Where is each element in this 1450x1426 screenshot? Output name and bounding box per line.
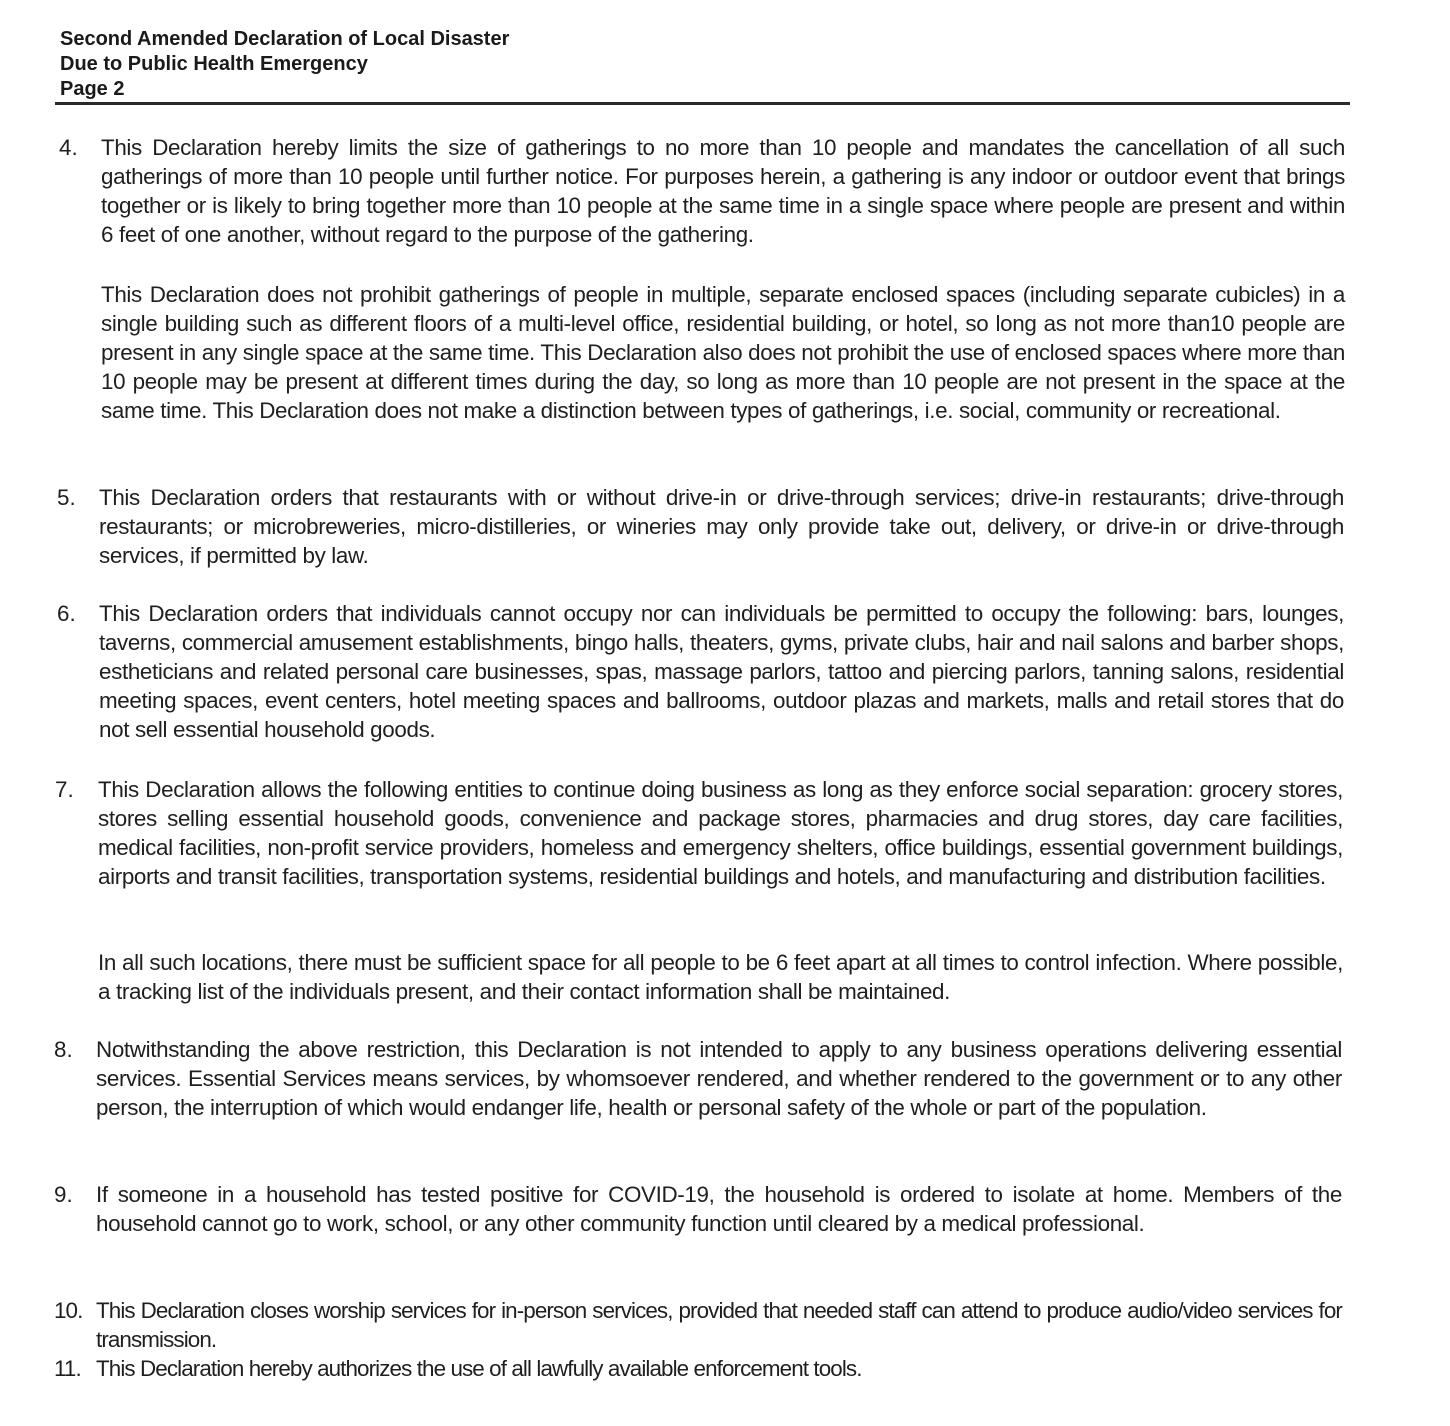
item-number: 7.	[55, 777, 74, 802]
list-item-6: This Declaration orders that individuals cannot occupy nor can individuals be permitted to occupy the following: bars, lounges, taverns, commercial amusement establishments, bingo halls, theaters, gyms, private clubs, hair and nail salons and barber shops, estheticians and related personal care businesses, spas, massage parlors, tattoo and piercing parlors, tanning salons, residential meeting spaces, event centers, hotel meeting spaces and ballrooms, outdoor plazas and markets, malls and retail stores that do not sell essential household goods.	[99, 601, 1344, 742]
list-item-7: This Declaration allows the following entities to continue doing business as long as they enforce social separation: grocery stores, stores selling essential household goods, convenience and package stores, pharmacies and drug stores, day care facilities, medical facilities, non-profit service providers, homeless and emergency shelters, office buildings, essential government buildings, airports and transit facilities, transportation systems, residential buildings and hotels, and manufacturing and distribution facilities.	[98, 777, 1343, 889]
page-number: Page 2	[60, 78, 125, 100]
document-title: Second Amended Declaration of Local Disaster	[60, 28, 510, 50]
list-item-10: This Declaration closes worship services for in-person services, provided that needed staff can attend to produce audio/video services for transmission.	[96, 1298, 1342, 1352]
list-item-4: This Declaration hereby limits the size of gatherings to no more than 10 people and mandates the cancellation of all such gatherings of more than 10 people until further notice. For purposes herein, a gathering is any indoor or outdoor event that brings together or is likely to bring together more than 10 people at the same time in a single space where people are present and within 6 feet of one another, without regard to the purpose of the gathering.	[101, 135, 1345, 247]
item-number: 6.	[57, 601, 76, 626]
list-item-9: If someone in a household has tested positive for COVID-19, the household is ordered to isolate at home. Members of the household cannot go to work, school, or any other community function until cleared by a medical professional.	[96, 1182, 1342, 1236]
header-divider	[55, 102, 1350, 105]
item-number: 9.	[54, 1182, 73, 1207]
list-item-11: This Declaration hereby authorizes the use of all lawfully available enforcement tools.	[96, 1356, 862, 1381]
item-number: 10.	[54, 1298, 83, 1323]
item-number: 4.	[59, 135, 78, 160]
document-header	[60, 27, 1350, 102]
list-item-8: Notwithstanding the above restriction, this Declaration is not intended to apply to any business operations delivering essential services. Essential Services means services, by whomsoever rendered, and whether rendered to the government or to any other person, the interruption of which would endanger life, health or personal safety of the whole or part of the population.	[96, 1037, 1342, 1120]
document-subtitle: Due to Public Health Emergency	[60, 53, 368, 75]
list-item-5: This Declaration orders that restaurants with or without drive-in or drive-through services; drive-in restaurants; drive-through restaurants; or microbreweries, micro-distilleries, or wineries may only provide take out, delivery, or drive-in or drive-through services, if permitted by law.	[99, 485, 1344, 568]
list-item-4-continuation: This Declaration does not prohibit gatherings of people in multiple, separate enclosed spaces (including separate cubicles) in a single building such as different floors of a multi-level office, residential building, or hotel, so long as not more than10 people are present in any single space at the same time. This Declaration also does not prohibit the use of enclosed spaces where more than 10 people may be present at different times during the day, so long as more than 10 people are not present in the space at the same time. This Declaration does not make a distinction between types of gatherings, i.e. social, community or recreational.	[101, 282, 1345, 423]
item-number: 11.	[54, 1356, 81, 1381]
list-item-7-continuation: In all such locations, there must be sufficient space for all people to be 6 feet apart at all times to control infection. Where possible, a tracking list of the individuals present, and their contact information shall be maintained.	[98, 950, 1343, 1004]
item-number: 8.	[54, 1037, 73, 1062]
item-number: 5.	[57, 485, 76, 510]
